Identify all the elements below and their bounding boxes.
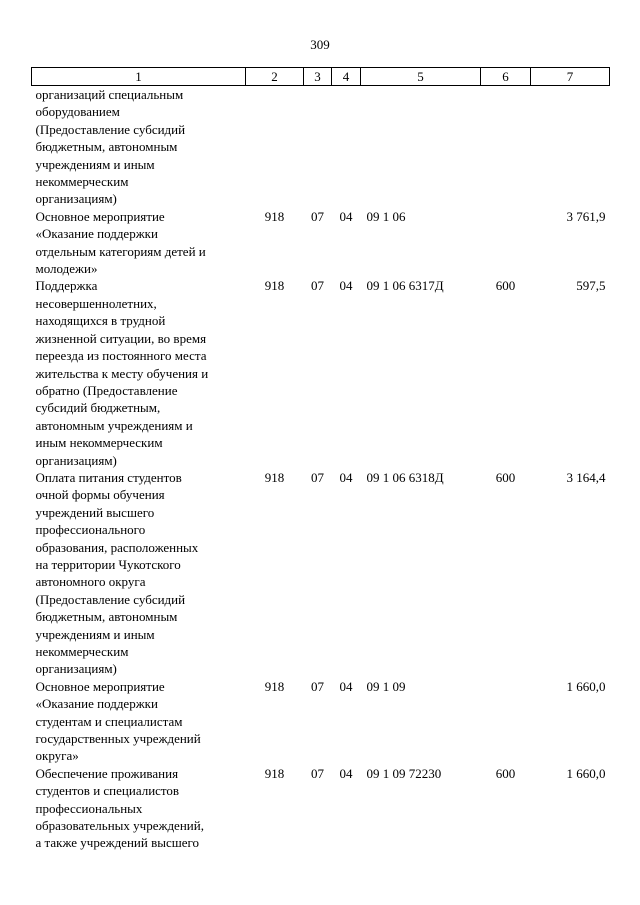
row-section-code: 07 (311, 765, 324, 781)
budget-table (31, 67, 610, 852)
row-subsection-code: 04 (339, 469, 353, 485)
row-target-article: 09 1 06 6317Д (366, 278, 444, 294)
row-subsection-code: 04 (339, 278, 353, 294)
row-description-text: Поддержка несовершеннолетних, находящихся в трудной жизненной ситуации, во время переезда из постоянного места жительства к месту обучения и обратно (Предоставление субсидий бюджетным, автономным учреждениям и иным некоммерческим организациям) (35, 278, 209, 468)
table-header-row (32, 68, 610, 86)
table-row (32, 208, 610, 278)
table-row (32, 469, 610, 678)
row-section-code (304, 86, 332, 208)
row-description-text: Оплата питания студентов очной формы обучения учреждений высшего профессионального образования, расположенных на территории Чукотского автономного округа (Предоставление субсидий бюджетным, автономным учреждениям и иным некоммерческим организациям) (35, 469, 199, 677)
table-row (32, 678, 610, 765)
row-description (32, 469, 246, 678)
column-header: 6 (481, 68, 531, 86)
row-target-article: 09 1 09 72230 (366, 765, 442, 781)
row-expense-type (481, 208, 531, 278)
row-ministry-code: 918 (264, 208, 285, 224)
row-description-text: Обеспечение проживания студентов и специалистов профессиональных образовательных учреждений, а также учреждений высшего (35, 765, 204, 851)
row-amount: 1 660,0 (566, 765, 606, 781)
row-description (32, 208, 246, 278)
row-ministry-code: 918 (264, 278, 285, 294)
row-ministry-code: 918 (264, 765, 285, 781)
row-ministry-code (246, 86, 304, 208)
row-expense-type (481, 86, 531, 208)
row-section-code: 07 (311, 678, 324, 694)
row-subsection-code: 04 (339, 678, 353, 694)
row-expense-type: 600 (495, 469, 516, 485)
row-amount: 3 164,4 (566, 469, 606, 485)
row-section-code: 07 (311, 469, 324, 485)
row-target-article: 09 1 06 (366, 208, 406, 224)
row-description-text: организаций специальным оборудованием (Предоставление субсидий бюджетным, автономным учреждениям и иным некоммерческим организациям) (35, 87, 186, 207)
row-ministry-code: 918 (264, 678, 285, 694)
page-number: 309 (310, 37, 330, 52)
row-target-article (361, 86, 481, 208)
row-description (32, 277, 246, 468)
row-amount: 1 660,0 (566, 678, 606, 694)
row-description (32, 86, 246, 208)
column-header: 7 (531, 68, 610, 86)
row-target-article: 09 1 09 (366, 678, 406, 694)
column-header: 5 (361, 68, 481, 86)
row-description (32, 765, 246, 852)
row-target-article: 09 1 06 6318Д (366, 469, 444, 485)
row-subsection-code: 04 (339, 765, 353, 781)
row-expense-type (481, 678, 531, 765)
column-header: 2 (246, 68, 304, 86)
row-section-code: 07 (311, 278, 324, 294)
column-header: 1 (32, 68, 246, 86)
row-expense-type: 600 (495, 278, 516, 294)
row-subsection-code (332, 86, 361, 208)
column-header: 4 (332, 68, 361, 86)
row-subsection-code: 04 (339, 208, 353, 224)
table-row (32, 277, 610, 468)
row-description-text: Основное мероприятие «Оказание поддержки отдельным категориям детей и молодежи» (35, 208, 206, 277)
row-description (32, 678, 246, 765)
table-row (32, 765, 610, 852)
row-description-text: Основное мероприятие «Оказание поддержки студентам и специалистам государственных учреждений округа» (35, 678, 201, 764)
column-header: 3 (304, 68, 332, 86)
row-ministry-code: 918 (264, 469, 285, 485)
row-section-code: 07 (311, 208, 324, 224)
table-row (32, 86, 610, 208)
row-amount (531, 86, 610, 208)
row-expense-type: 600 (495, 765, 516, 781)
row-amount: 597,5 (576, 278, 606, 294)
row-amount: 3 761,9 (566, 208, 606, 224)
